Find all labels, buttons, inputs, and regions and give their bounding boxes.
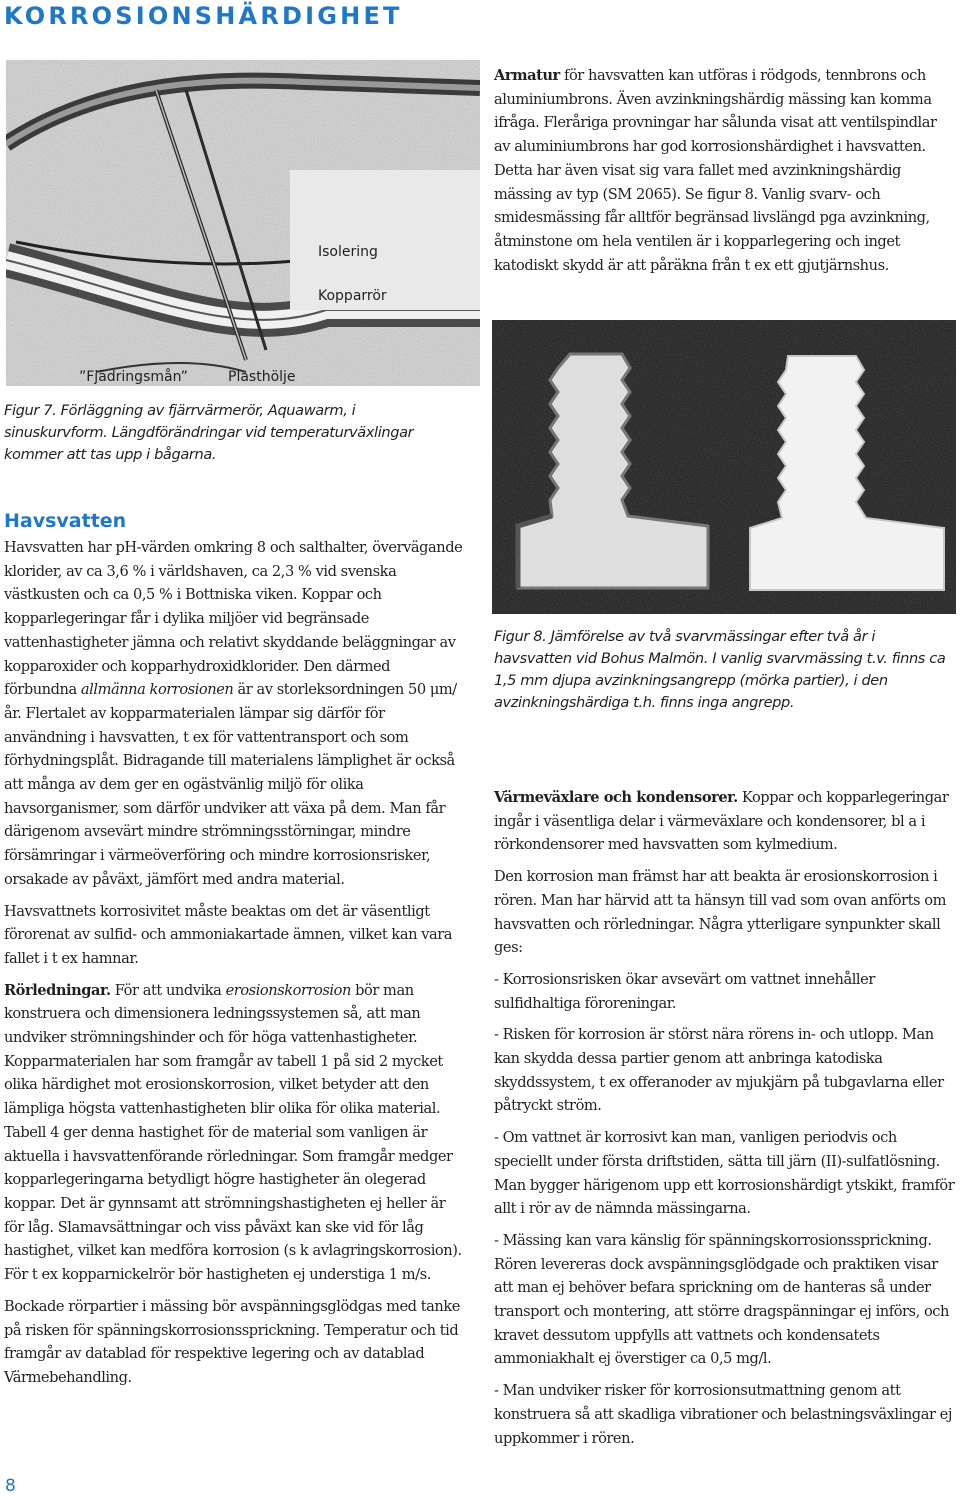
rorledningar-emphasis: erosionskorrosion: [225, 981, 351, 999]
varmevaxlare-bullet-1: - Korrosionsrisken ökar avsevärt om vattnet innehåller sulfidhaltiga föroreningar.: [494, 970, 875, 1012]
havsvatten-p1-text-b: är av storleksordningen 50 μm/år. Flertalet av kopparmaterialen lämpar sig därför för användning i havsvatten, t ex för vattentransport och som förhydningsplåt. Bidragande till materialens lämplighet är också att många av dem ger en ogästvänlig miljö för olika havsorganismer, som därför undviker att växa på dem. Man får därigenom avsevärt mindre strömningsstörningar, mindre försämringar i värmeöverföring och mindre korrosionsrisker, orsakade av påväxt, jämfört med andra material.: [4, 681, 457, 888]
label-isolering: Isolering: [318, 244, 378, 260]
pipe-micrograph-image: [6, 60, 480, 386]
havsvatten-paragraph-5: Bockade rörpartier i mässing bör avspänningsglödgas med tanke på risken för spänningskorrosionssprickning. Temperatur och tid framgår av datablad för respektive legering och av datablad Värmebehandling.: [4, 1297, 460, 1386]
figure-7-photo: [6, 60, 480, 386]
rorledningar-lead: Rörledningar.: [4, 981, 111, 999]
havsvatten-paragraph-2: Havsvattnets korrosivitet måste beaktas om det är väsentligt förorenat av sulfid- och ammoniakartade ämnen, vilket kan vara fallet i t ex hamnar.: [4, 902, 453, 967]
varmevaxlare-section: [494, 786, 956, 1458]
varmevaxlare-paragraph-2: Den korrosion man främst har att beakta är erosionskorrosion i rören. Man har härvid att ta hänsyn till vad som ovan anförts om havsvatten och rörledningar. Några ytterligare synpunkter skall ges:: [494, 868, 946, 957]
varmevaxlare-bullet-3: - Om vattnet är korrosivt kan man, vanligen periodvis och speciellt under första driftstiden, sätta till järn (II)-sulfatlösning. Man bygger härigenom upp ett korrosionshärdigt ytskikt, framför allt i rör av de nämnda mässingarna.: [494, 1129, 955, 1218]
rorledningar-text-a: För att undvika: [110, 981, 226, 999]
havsvatten-paragraph-4: Kopparmaterialen har som framgår av tabell 1 på sid 2 mycket olika härdighet mot erosionskorrosion, vilket betyder att den lämpliga högsta vattenhastigheten blir olika för olika material. Tabell 4 ger denna hastighet för de material som vanligen är aktuella i havsvattenförande rörledningar. Som framgår medger kopparlegeringarna betydligt högre hastigheter än olegerad koppar. Det är gynnsamt att strömningshastigheten ej heller är för låg. Slamavsättningar och viss påväxt kan ske vid för låg hastighet, vilket kan medföra korrosion (s k avlagringskorrosion). För t ex kopparnickelrör bör hastigheten ej understiga 1 m/s.: [4, 1052, 462, 1284]
label-fjadringsman: ”Fjädringsmån”: [79, 369, 188, 385]
varmevaxlare-bullet-2: - Risken för korrosion är störst nära rörens in- och utlopp. Man kan skydda dessa partier genom att anbringa katodiska skyddssystem, t ex offeranoder av mjukjärn på tubgavlarna eller påtryckt ström.: [494, 1026, 944, 1115]
figure-8-caption: Figur 8. Jämförelse av två svarvmässingar efter två år i havsvatten vid Bohus Malmön. I vanlig svarvmässing t.v. finns ca 1,5 mm djupa avzinkningsangrepp (mörka partier), i den avzinkningshärdiga t.h. finns inga angrepp.: [494, 628, 946, 711]
page-title: KORROSIONSHÄRDIGHET: [4, 2, 403, 30]
havsvatten-p1-text-a: Havsvatten har pH-värden omkring 8 och salthalter, övervägande klorider, av ca 3,6 % i världshaven, ca 2,3 % vid svenska västkusten och ca 0,5 % i Bottniska viken. Koppar och kopparlegeringar får i dylika miljöer vid begränsade vattenhastigheter jämna och relativt skyddande beläggningar av kopparoxider och kopparhydroxidklorider. Den därmed förbundna: [4, 539, 463, 699]
brass-comparison-image: [492, 320, 956, 614]
armatur-paragraph: [494, 64, 954, 277]
varmevaxlare-lead: Värmeväxlare och kondensorer.: [494, 789, 738, 806]
label-plasthölje: Plasthölje: [228, 369, 296, 385]
label-kopparror: Kopparrör: [318, 288, 387, 304]
page-number: 8: [5, 1476, 16, 1496]
havsvatten-heading: Havsvatten: [4, 510, 127, 532]
figure-7-caption: Figur 7. Förläggning av fjärrvärmerör, Aquawarm, i sinuskurvform. Längdförändringar vid temperaturväxlingar kommer att tas upp i bågarna.: [4, 402, 414, 463]
varmevaxlare-bullet-5: - Man undviker risker för korrosionsutmattning genom att konstruera så att skadliga vibrationer och belastningsväxlingar ej uppkommer i rören.: [494, 1382, 952, 1447]
figure-8-photo: [492, 320, 956, 614]
rorledningar-paragraph: [4, 979, 466, 1050]
havsvatten-section: [4, 510, 466, 1390]
havsvatten-paragraph-1: [4, 536, 466, 892]
rorledningar-text-b: bör man konstruera och dimensionera ledningssystemen så, att man undviker strömningshinder och för höga vattenhastigheter.: [4, 981, 421, 1047]
armatur-text: för havsvatten kan utföras i rödgods, tennbrons och aluminiumbrons. Även avzinkningshärdig mässing kan komma ifråga. Fleråriga provningar har sålunda visat att ventilspindlar av aluminiumbrons har god korrosionshärdighet i havsvatten. Detta har även visat sig vara fallet med avzinkningshärdig mässing av typ (SM 2065). Se figur 8. Vanlig svarv- och smidesmässing får alltför begränsad livslängd pga avzinkning, åtminstone om hela ventilen är i kopparlegering och inget katodiskt skydd är att påräkna från t ex ett gjutjärnshus.: [494, 67, 937, 274]
varmevaxlare-paragraph-1: [494, 786, 956, 857]
varmevaxlare-p1-text: Koppar och kopparlegeringar ingår i väsentliga delar i värmeväxlare och kondensorer, bl a i rörkondensorer med havsvatten som kylmedium.: [494, 789, 949, 854]
havsvatten-p1-emphasis: allmänna korrosionen: [80, 681, 234, 699]
armatur-lead: Armatur: [494, 67, 560, 84]
varmevaxlare-bullet-4: - Mässing kan vara känslig för spänningskorrosionssprickning. Rören levereras dock avspänningsglödgade och praktiken visar att man ej behöver befara sprickning om de hanteras så under transport och montering, att större dragspänningar ej införs, och kravet dessutom uppfylls att vattnets och kondensatets ammoniakhalt ej överstiger ca 0,5 mg/l.: [494, 1231, 949, 1368]
